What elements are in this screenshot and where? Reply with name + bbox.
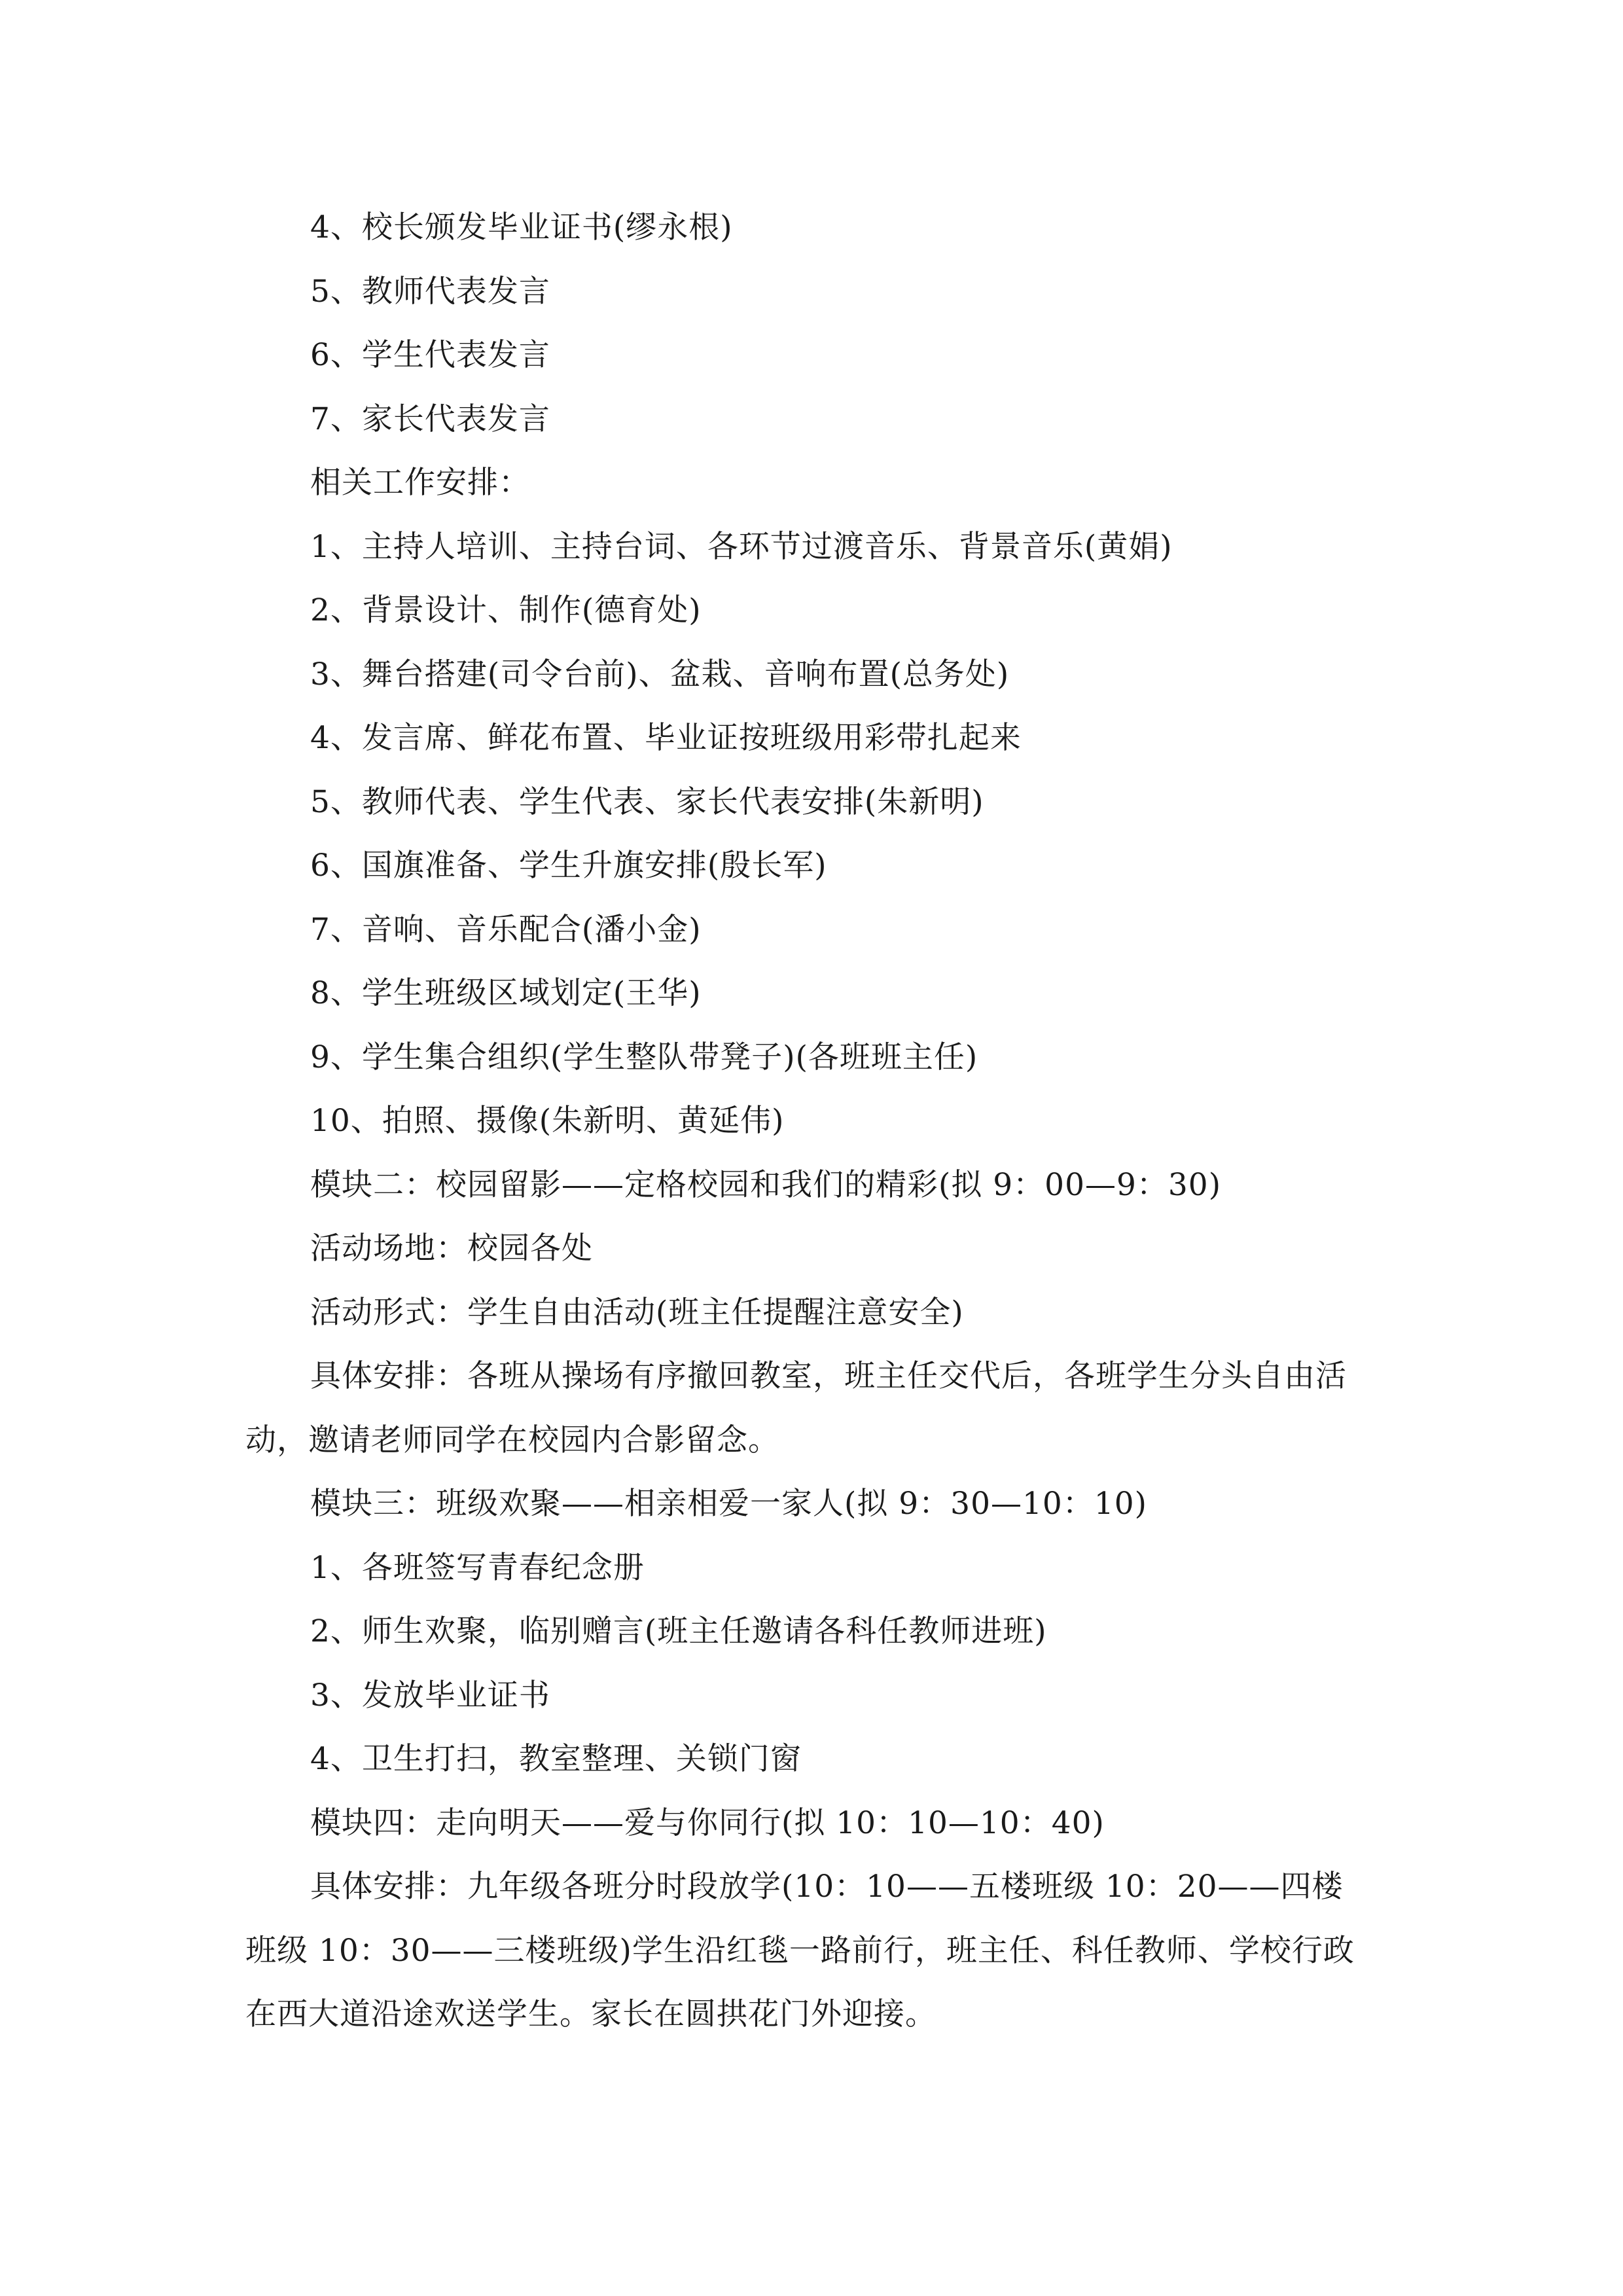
paragraph-line: 班级 10：30——三楼班级)学生沿红毯一路前行，班主任、科任教师、学校行政 [245, 1933, 1355, 1969]
text-line: 4、卫生打扫，教室整理、关锁门窗 [310, 1741, 802, 1777]
text-line: 6、国旗准备、学生升旗安排(殷长军) [310, 848, 827, 884]
text-line: 7、家长代表发言 [310, 401, 550, 437]
paragraph-line: 动，邀请老师同学在校园内合影留念。 [245, 1422, 779, 1458]
paragraph-line: 具体安排：各班从操场有序撤回教室，班主任交代后，各班学生分头自由活 [310, 1358, 1347, 1394]
text-line: 7、音响、音乐配合(潘小金) [310, 912, 702, 948]
text-line: 6、学生代表发言 [310, 337, 550, 373]
text-line: 10、拍照、摄像(朱新明、黄延伟) [310, 1103, 785, 1139]
text-line: 1、主持人培训、主持台词、各环节过渡音乐、背景音乐(黄娟) [310, 529, 1173, 565]
text-line: 2、背景设计、制作(德育处) [310, 592, 702, 628]
section-heading: 模块三：班级欢聚——相亲相爱一家人(拟 9：30—10：10) [310, 1486, 1147, 1522]
text-line: 4、发言席、鲜花布置、毕业证按班级用彩带扎起来 [310, 720, 1022, 756]
text-line: 3、发放毕业证书 [310, 1677, 550, 1713]
text-line: 8、学生班级区域划定(王华) [310, 975, 702, 1011]
text-line: 5、教师代表、学生代表、家长代表安排(朱新明) [310, 784, 984, 820]
text-line: 9、学生集合组织(学生整队带凳子)(各班班主任) [310, 1039, 978, 1075]
section-heading: 相关工作安排： [310, 465, 530, 501]
section-heading: 模块四：走向明天——爱与你同行(拟 10：10—10：40) [310, 1805, 1105, 1841]
text-line: 活动形式：学生自由活动(班主任提醒注意安全) [310, 1295, 964, 1331]
section-heading: 模块二：校园留影——定格校园和我们的精彩(拟 9：00—9：30) [310, 1167, 1222, 1203]
paragraph-line: 具体安排：九年级各班分时段放学(10：10——五楼班级 10：20——四楼 [310, 1869, 1344, 1905]
text-line: 4、校长颁发毕业证书(缪永根) [310, 209, 733, 245]
text-line: 1、各班签写青春纪念册 [310, 1550, 645, 1586]
text-line: 2、师生欢聚，临别赠言(班主任邀请各科任教师进班) [310, 1613, 1047, 1649]
text-line: 活动场地：校园各处 [310, 1230, 593, 1266]
paragraph-line: 在西大道沿途欢送学生。家长在圆拱花门外迎接。 [245, 1996, 936, 2032]
text-line: 3、舞台搭建(司令台前)、盆栽、音响布置(总务处) [310, 656, 1010, 692]
text-line: 5、教师代表发言 [310, 274, 550, 310]
